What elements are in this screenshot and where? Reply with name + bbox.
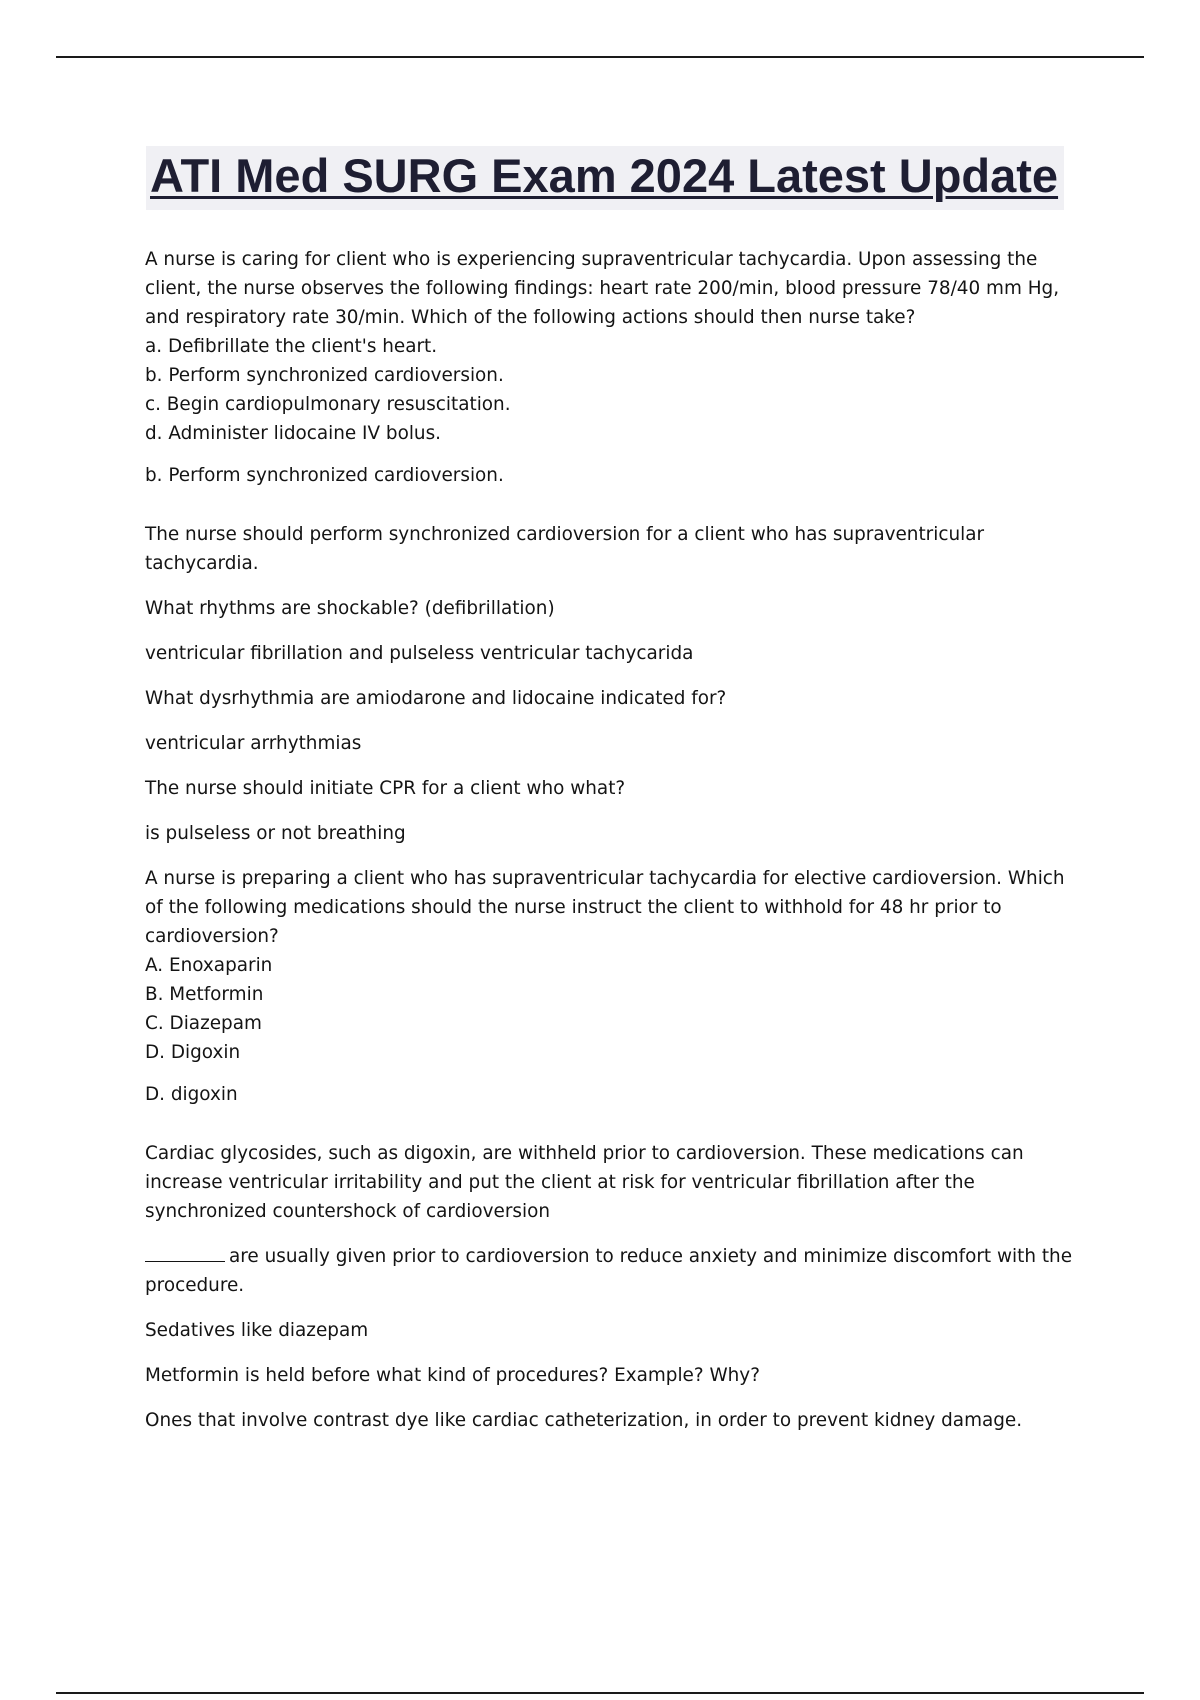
question-5-option-d: D. Digoxin [145, 1042, 241, 1063]
question-2: What rhythms are shockable? (defibrillation) [145, 598, 555, 619]
question-5-rationale: Cardiac glycosides, such as digoxin, are withheld prior to cardioversion. These medications can increase ventricular irritability and put the client at risk for ventricular fibrillation after the synchronized countershock of cardioversion [145, 1143, 1024, 1222]
question-3: What dysrhythmia are amiodarone and lidocaine indicated for? [145, 688, 727, 709]
question-1-stem: A nurse is caring for client who is experiencing supraventricular tachycardia. Upon assessing the client, the nurse observes the following findings: heart rate 200/min, blood pressure 78/40 mm Hg, and respiratory rate 30/min. Which of the following actions should then nurse take? [145, 249, 1060, 328]
question-4: The nurse should initiate CPR for a client who what? [145, 778, 626, 799]
question-1-option-b: b. Perform synchronized cardioversion. [145, 365, 504, 386]
answer-6: Sedatives like diazepam [145, 1320, 369, 1341]
question-5-option-a: A. Enoxaparin [145, 955, 273, 976]
answer-2: ventricular fibrillation and pulseless ventricular tachycarida [145, 643, 694, 664]
question-5-stem: A nurse is preparing a client who has supraventricular tachycardia for elective cardioversion. Which of the following medications should the nurse instruct the client to withhold for 48 hr prior to cardioversion? [145, 868, 1065, 947]
question-5-option-b: B. Metformin [145, 984, 264, 1005]
title-banner [146, 146, 1064, 210]
question-1-option-a: a. Defibrillate the client's heart. [145, 336, 438, 357]
answer-7: Ones that involve contrast dye like cardiac catheterization, in order to prevent kidney damage. [145, 1410, 1023, 1431]
document-body [145, 245, 1085, 1435]
answer-3: ventricular arrhythmias [145, 733, 362, 754]
question-1-answer: b. Perform synchronized cardioversion. [145, 465, 504, 486]
fill-in-blank [145, 1243, 225, 1262]
question-1-option-c: c. Begin cardiopulmonary resuscitation. [145, 394, 511, 415]
question-5-option-c: C. Diazepam [145, 1013, 262, 1034]
question-7: Metformin is held before what kind of procedures? Example? Why? [145, 1365, 760, 1386]
question-6 [145, 1242, 1085, 1300]
question-5 [145, 864, 1085, 1067]
question-1 [145, 245, 1085, 448]
bottom-rule [56, 1692, 1144, 1694]
question-6-text: are usually given prior to cardioversion to reduce anxiety and minimize discomfort with the procedure. [145, 1246, 1073, 1296]
question-1-rationale: The nurse should perform synchronized cardioversion for a client who has supraventricular tachycardia. [145, 524, 985, 574]
question-5-answer: D. digoxin [145, 1084, 238, 1105]
question-1-option-d: d. Administer lidocaine IV bolus. [145, 423, 442, 444]
document-title: ATI Med SURG Exam 2024 Latest Update [150, 149, 1059, 202]
top-rule [56, 56, 1144, 58]
answer-4: is pulseless or not breathing [145, 823, 406, 844]
